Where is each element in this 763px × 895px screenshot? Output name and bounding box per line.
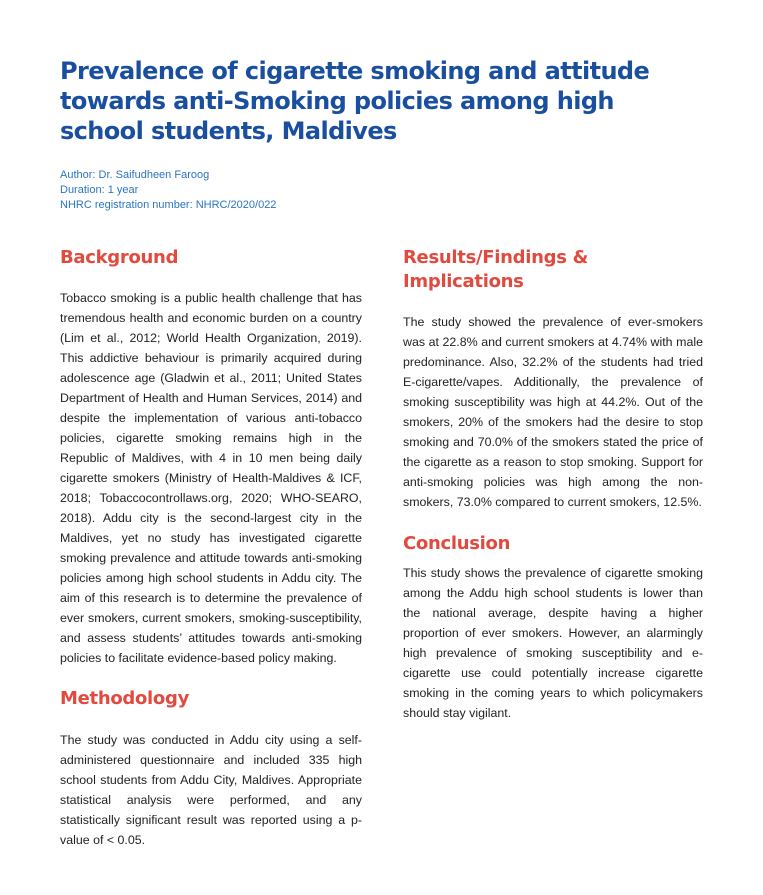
methodology-text: The study was conducted in Addu city using a self-administered questionnaire and included 335 high school students from Addu City, Maldives. Appropriate statistical analysis were performed, and any statistically significant result was reported using a p-value of < 0.05. [60,733,362,847]
study-meta [60,168,276,213]
results-text: The study showed the prevalence of ever-smokers was at 22.8% and current smokers at 4.74% with male predominance. Also, 32.2% of the students had tried E-cigarette/vapes. Additionally, the prevalence of smoking susceptibility was high at 44.2%. Out of the smokers, 20% of the smokers had the desire to stop smoking and 70.0% of the smokers stated the price of the cigarette as a reason to stop smoking. Support for anti-smoking policies was high among the non-smokers, 73.0% compared to current smokers, 12.5%. [403,315,703,509]
conclusion-heading: Conclusion [403,533,511,554]
conclusion-text: This study shows the prevalence of cigarette smoking among the Addu high school students is lower than the national average, despite having a higher proportion of ever smokers. However, an alarmingly high prevalence of smoking susceptibility and e-cigarette use could potentially increase cigarette smoking in the coming years to which policymakers should stay vigilant. [403,566,703,720]
duration-line: Duration: 1 year [60,184,139,196]
results-heading: Results/Findings & Implications [403,247,588,292]
left-column [60,246,362,850]
background-text: Tobacco smoking is a public health challenge that has tremendous health and economic burden on a country (Lim et al., 2012; World Health Organization, 2019). This addictive behaviour is primarily acquired during adolescence age (Gladwin et al., 2011; United States Department of Health and Human Services, 2014) and despite the implementation of various anti-tobacco policies, cigarette smoking remains high in the Republic of Maldives, with 4 in 10 men being daily cigarette smokers (Ministry of Health-Maldives & ICF, 2018; Tobaccocontrollaws.org, 2020; WHO-SEARO, 2018). Addu city is the second-largest city in the Maldives, yet no study has investigated cigarette smoking prevalence and attitude towards anti-smoking policies among high school students in Addu city. The aim of this research is to determine the prevalence of ever smokers, current smokers, smoking-susceptibility, and assess students’ attitudes towards anti-smoking policies to facilitate evidence-based policy making. [60,291,362,665]
page-title: Prevalence of cigarette smoking and attitude towards anti-Smoking policies among high school students, Maldives [60,57,650,145]
right-column [403,246,703,723]
registration-line: NHRC registration number: NHRC/2020/022 [60,199,277,211]
methodology-heading: Methodology [60,688,190,709]
author-line: Author: Dr. Saifudheen Faroog [60,169,210,181]
background-heading: Background [60,247,179,268]
